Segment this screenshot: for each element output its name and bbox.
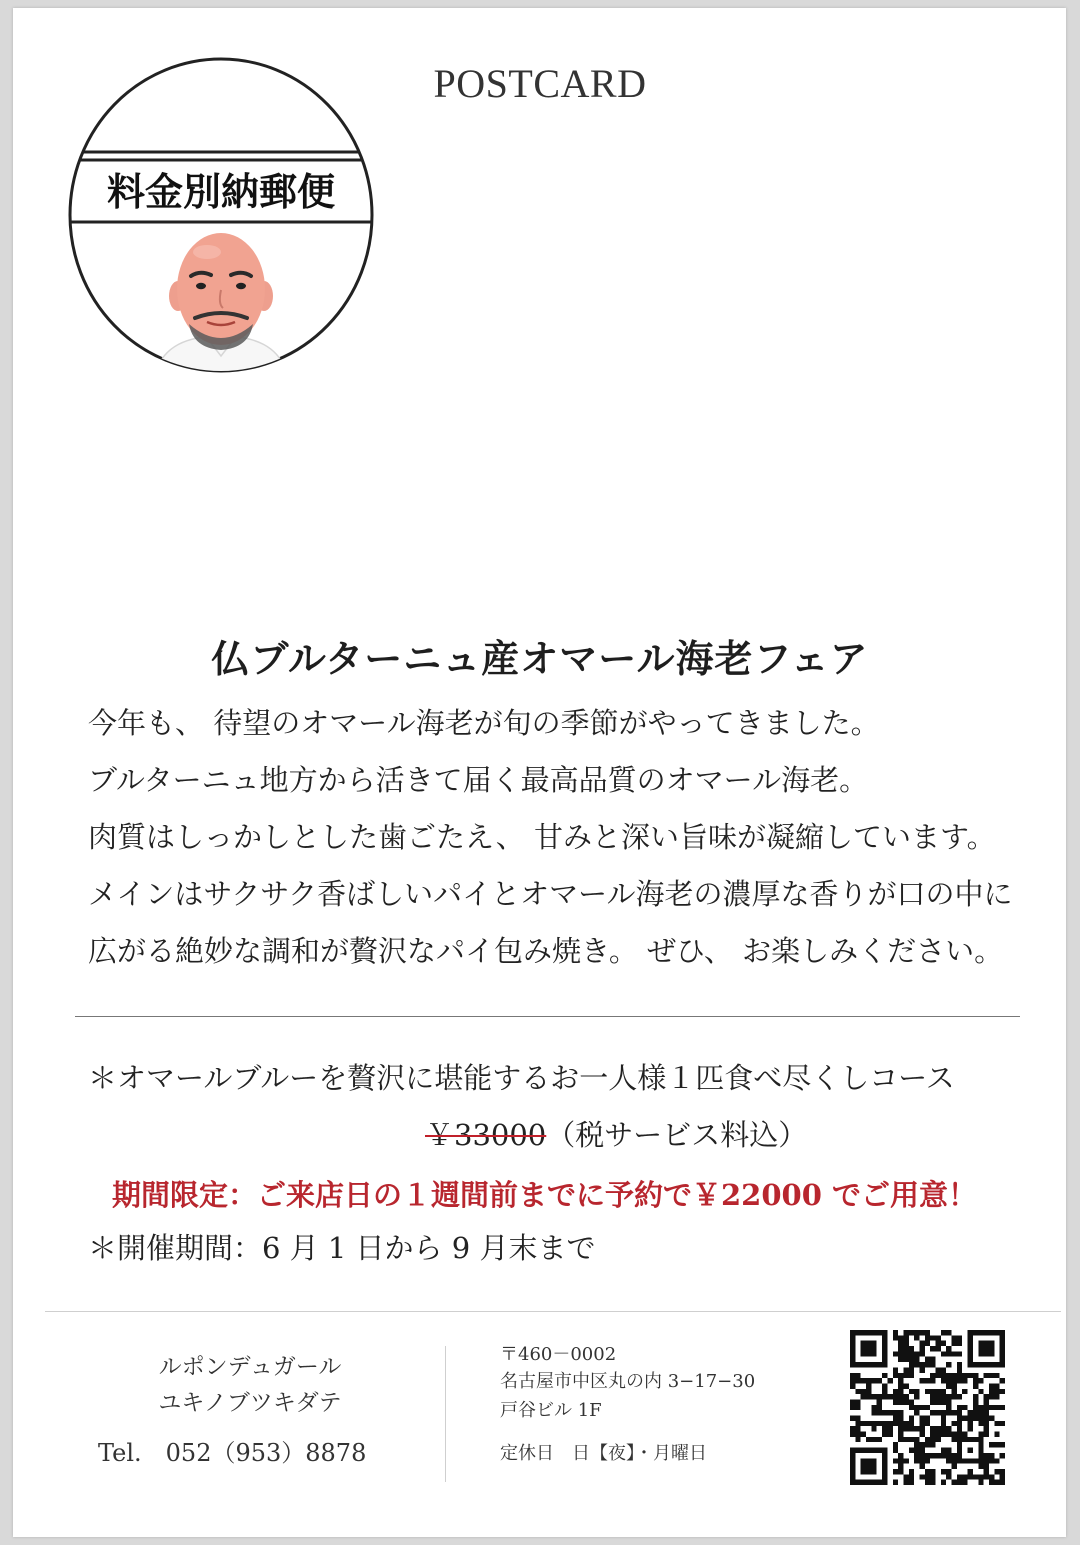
shop-name-line2: ユキノブツキダテ [158, 1390, 342, 1416]
closed-days: 定休日 日【夜】・月曜日 [500, 1443, 707, 1464]
description-line: ブルターニュ地方から活きて届く最高品質のオマール海老。 [88, 763, 869, 797]
footer-separator [445, 1346, 446, 1482]
address: 名古屋市中区丸の内 3−17−30 [500, 1371, 756, 1392]
description-line: 広がる絶妙な調和が贅沢なパイ包み焼き。 ぜひ、 お楽しみください。 [88, 934, 1004, 968]
promo-text: 期間限定：ご来店日の１週間前までに予約で￥22000 でご用意！ [112, 1178, 977, 1212]
event-period: ＊開催期間：6 月 1 日から 9 月末まで [88, 1231, 596, 1265]
divider [75, 1016, 1020, 1017]
course-name: ＊オマールブルーを贅沢に堪能するお一人様１匹食べ尽くしコース [88, 1061, 955, 1095]
old-price: ￥33000 [425, 1118, 547, 1152]
stamp-text: 料金別納郵便 [106, 169, 336, 214]
description-line: 今年も、 待望のオマール海老が旬の季節がやってきました。 [88, 706, 880, 740]
postal-code: 〒460－0002 [500, 1344, 617, 1365]
postcard-heading: POSTCARD [433, 61, 647, 106]
phone-number: Tel. 052（953）8878 [98, 1439, 367, 1467]
fair-title: 仏ブルターニュ産オマール海老フェア [211, 636, 869, 681]
description-line: 肉質はしっかしとした歯ごたえ、 甘みと深い旨味が凝縮しています。 [88, 820, 996, 854]
building: 戸谷ビル 1F [500, 1400, 602, 1421]
description-line: メインはサクサク香ばしいパイとオマール海老の濃厚な香りが口の中に [88, 877, 1013, 911]
price-row [425, 1113, 807, 1154]
qr-code-icon[interactable] [850, 1330, 1005, 1485]
postage-stamp [67, 56, 375, 374]
description [88, 695, 1048, 980]
footer-divider [45, 1311, 1061, 1312]
shop-name-line1: ルポンデュガール [158, 1354, 342, 1380]
price-note: （税サービス料込） [546, 1118, 808, 1152]
